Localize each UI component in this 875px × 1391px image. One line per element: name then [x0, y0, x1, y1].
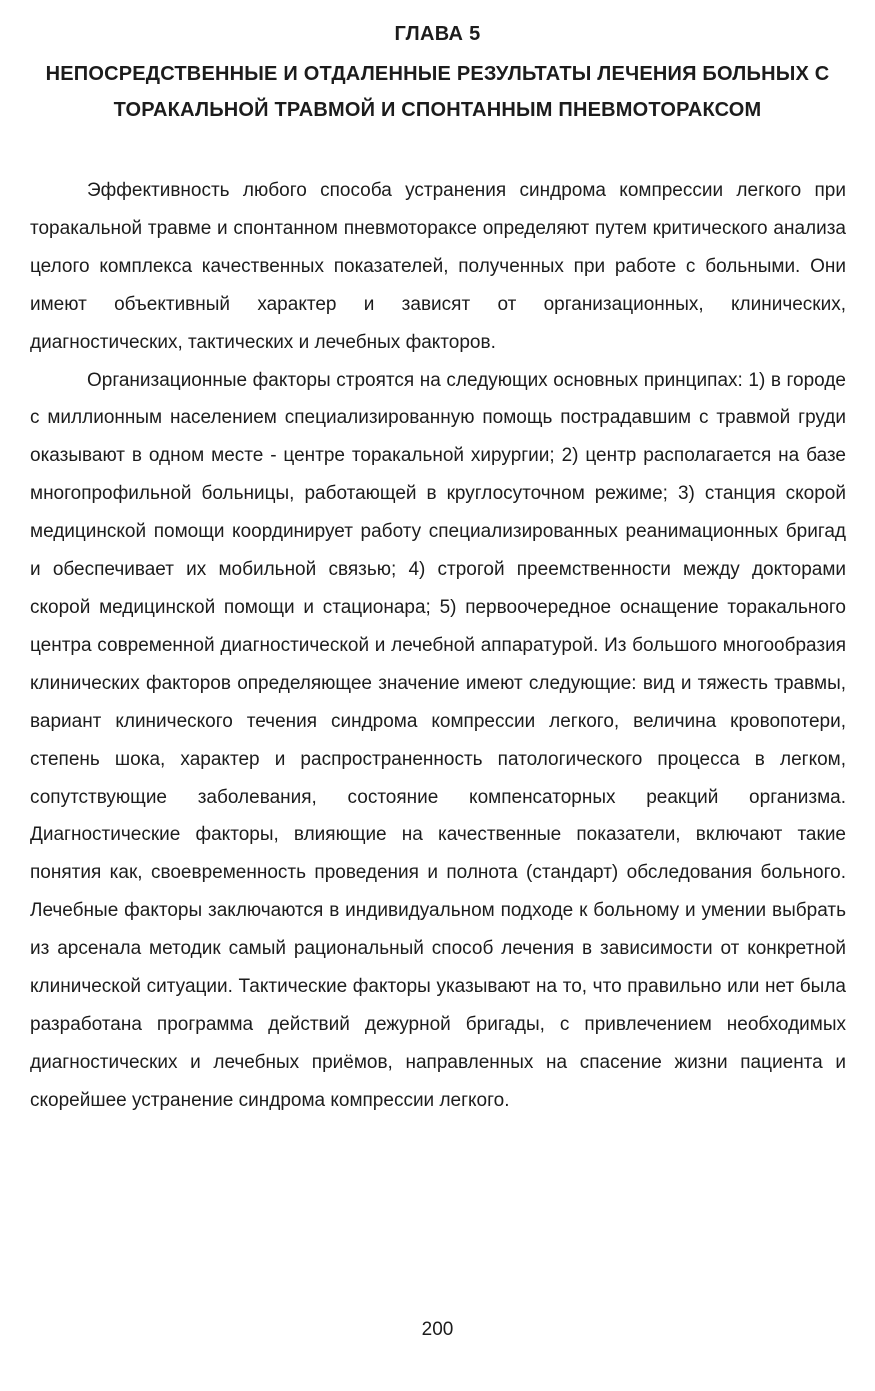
body-text	[30, 172, 846, 1120]
chapter-title: НЕПОСРЕДСТВЕННЫЕ И ОТДАЛЕННЫЕ РЕЗУЛЬТАТЫ ЛЕЧЕНИЯ БОЛЬНЫХ С ТОРАКАЛЬНОЙ ТРАВМОЙ И СПОНТАННЫМ ПНЕВМОТОРАКСОМ	[45, 63, 830, 121]
page-number: 200	[421, 1319, 454, 1340]
chapter-label: ГЛАВА 5	[394, 23, 481, 45]
paragraph-factors: Организационные факторы строятся на следующих основных принципах: 1) в городе с миллионным населением специализированную помощь пострадавшим с травмой груди оказывают в одном месте - центре торакальной хирургии; 2) центр располагается на базе многопрофильной больницы, работающей в круглосуточном режиме; 3) станция скорой медицинской помощи координирует работу специализированных реанимационных бригад и обеспечивает их мобильной связью; 4) строгой преемственности между докторами скорой медицинской помощи и стационара; 5) первоочередное оснащение торакального центра современной диагностической и лечебной аппаратурой. Из большого многообразия клинических факторов определяющее значение имеют следующие: вид и тяжесть травмы, вариант клинического течения синдрома компрессии легкого, величина кровопотери, степень шока, характер и распространенность патологического процесса в легком, сопутствующие заболевания, состояние компенсаторных реакций организма. Диагностические факторы, влияющие на качественные показатели, включают такие понятия как, своевременность проведения и полнота (стандарт) обследования больного. Лечебные факторы заключаются в индивидуальном подходе к больному и умении выбрать из арсенала методик самый рациональный способ лечения в зависимости от конкретной клинической ситуации. Тактические факторы указывают на то, что правильно или нет была разработана программа действий дежурной бригады, с привлечением необходимых диагностических и лечебных приёмов, направленных на спасение жизни пациента и скорейшее устранение синдрома компрессии легкого.	[30, 369, 846, 1111]
paragraph-intro: Эффективность любого способа устранения синдрома компрессии легкого при торакальной травме и спонтанном пневмотораксе определяют путем критического анализа целого комплекса качественных показателей, полученных при работе с больными. Они имеют объективный характер и зависят от организационных, клинических, диагностических, тактических и лечебных факторов.	[30, 180, 846, 353]
